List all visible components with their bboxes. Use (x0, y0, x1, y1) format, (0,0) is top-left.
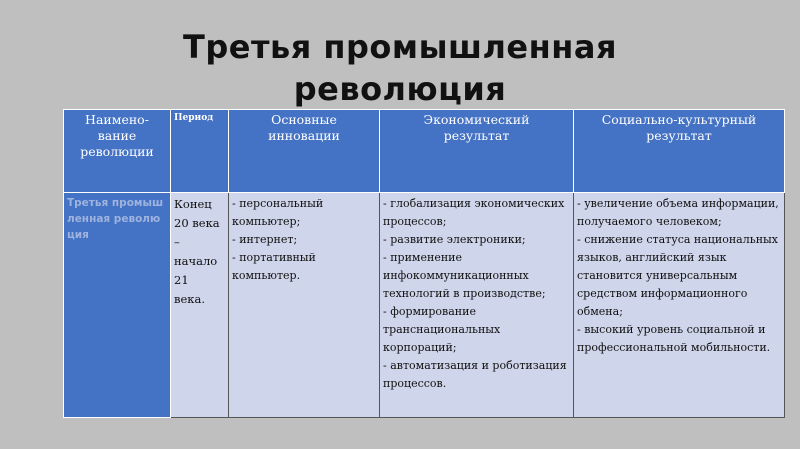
header-social-label: Социально-культурный результат (601, 112, 757, 143)
economic-item: - развитие электроники; (383, 233, 526, 246)
period-line: Конец (174, 197, 212, 211)
period-line: 21 (174, 273, 189, 287)
cell-revolution-name (64, 193, 171, 418)
period-line: – (174, 235, 180, 249)
header-period-label: Период (174, 113, 214, 123)
header-social (574, 110, 785, 193)
period-line: начало (174, 254, 218, 268)
revolution-name: Третья промышленная революция (67, 197, 164, 241)
header-name-label: Наимено- вание революции (80, 112, 154, 159)
social-item: - высокий уровень социальной и профессиональной мобильности. (577, 323, 771, 354)
cell-social (574, 193, 785, 418)
economic-item: - применение инфокоммуникационных технологий в производстве; (383, 251, 546, 300)
header-economic-label: Экономический результат (423, 112, 530, 143)
title-line-2: революция (293, 70, 507, 108)
period-line: века. (174, 292, 205, 306)
title-line-1: Третья промышленная (183, 28, 617, 66)
cell-innovations (229, 193, 380, 418)
period-line: 20 века (174, 216, 220, 230)
social-item: - снижение статуса национальных языков, английский язык становится универсальным средством информационного обмена; (577, 233, 778, 318)
economic-item: - автоматизация и роботизация процессов. (383, 359, 567, 390)
revolution-table (63, 109, 785, 418)
cell-period (171, 193, 229, 418)
social-item: - увеличение объема информации, получаемого человеком; (577, 197, 779, 228)
header-row (64, 110, 785, 193)
economic-item: - глобализация экономических процессов; (383, 197, 565, 228)
cell-economic (380, 193, 574, 418)
header-innovations (229, 110, 380, 193)
slide-title (0, 26, 800, 110)
table-row (64, 193, 785, 418)
header-innovations-label: Основные инновации (268, 112, 340, 143)
header-period (171, 110, 229, 193)
economic-item: - формирование транснациональных корпораций; (383, 305, 501, 354)
header-name (64, 110, 171, 193)
innovation-item: - персональный компьютер; (232, 197, 324, 228)
header-economic (380, 110, 574, 193)
innovation-item: - интернет; (232, 233, 298, 246)
innovation-item: - портативный компьютер. (232, 251, 316, 282)
